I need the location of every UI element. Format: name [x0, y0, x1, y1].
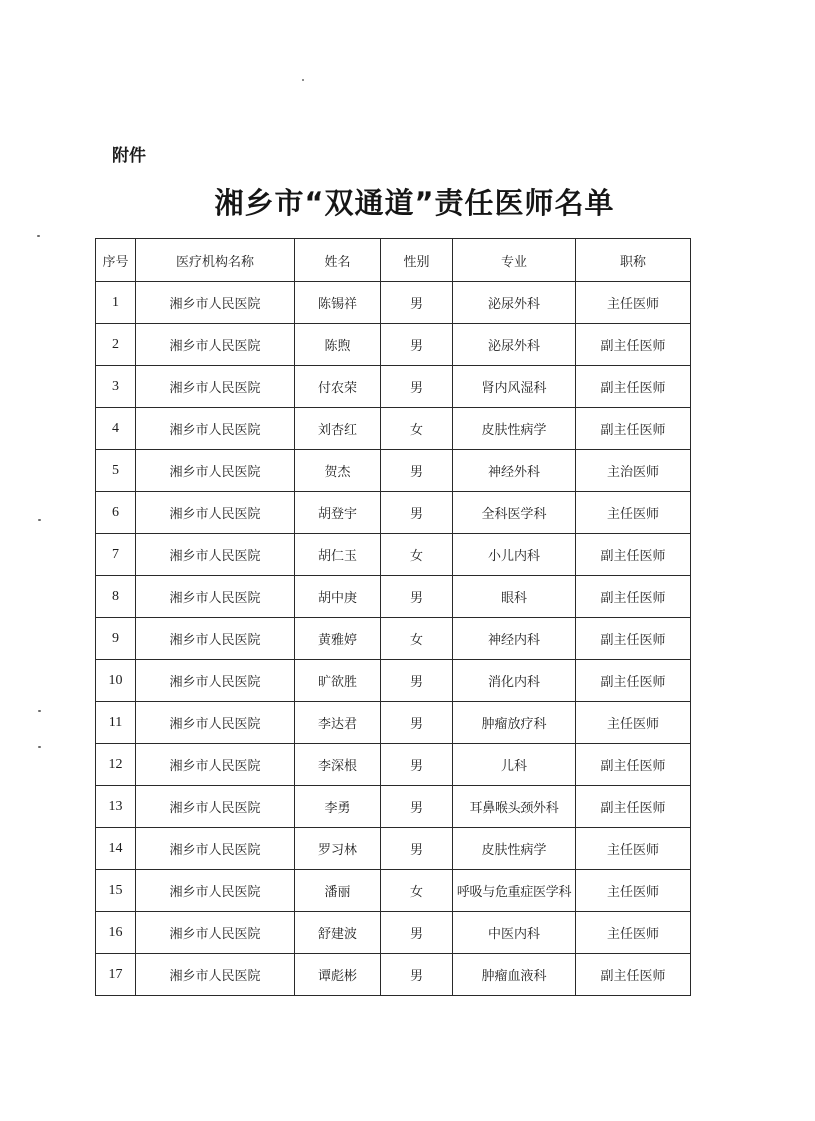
cell-gender: 男 — [381, 702, 453, 744]
cell-gender: 男 — [381, 576, 453, 618]
scan-speck — [38, 710, 41, 712]
scan-speck — [38, 746, 41, 748]
table-row — [96, 492, 691, 534]
table-row — [96, 744, 691, 786]
cell-gender: 男 — [381, 492, 453, 534]
cell-professional-title: 主任医师 — [576, 492, 691, 534]
cell-professional-title: 副主任医师 — [576, 534, 691, 576]
cell-name: 李深根 — [295, 744, 381, 786]
cell-specialty: 肿瘤放疗科 — [453, 702, 576, 744]
table-row — [96, 408, 691, 450]
cell-serial-number: 14 — [96, 828, 136, 870]
cell-serial-number: 3 — [96, 366, 136, 408]
cell-specialty: 泌尿外科 — [453, 282, 576, 324]
cell-name: 胡登宇 — [295, 492, 381, 534]
cell-specialty: 肿瘤血液科 — [453, 954, 576, 996]
cell-gender: 男 — [381, 954, 453, 996]
header-specialty: 专业 — [453, 239, 576, 282]
cell-gender: 男 — [381, 282, 453, 324]
cell-name: 谭彪彬 — [295, 954, 381, 996]
cell-specialty: 儿科 — [453, 744, 576, 786]
scan-speck — [38, 519, 41, 521]
cell-name: 刘杏红 — [295, 408, 381, 450]
cell-professional-title: 副主任医师 — [576, 576, 691, 618]
cell-serial-number: 10 — [96, 660, 136, 702]
header-name: 姓名 — [295, 239, 381, 282]
cell-professional-title: 副主任医师 — [576, 366, 691, 408]
attachment-label: 附件 — [112, 146, 146, 166]
cell-specialty: 皮肤性病学 — [453, 408, 576, 450]
cell-institution-name: 湘乡市人民医院 — [136, 954, 295, 996]
cell-gender: 男 — [381, 324, 453, 366]
table-row — [96, 618, 691, 660]
cell-specialty: 肾内风湿科 — [453, 366, 576, 408]
cell-serial-number: 4 — [96, 408, 136, 450]
cell-specialty: 神经内科 — [453, 618, 576, 660]
cell-institution-name: 湘乡市人民医院 — [136, 702, 295, 744]
table-row — [96, 702, 691, 744]
cell-name: 黄雅婷 — [295, 618, 381, 660]
cell-serial-number: 13 — [96, 786, 136, 828]
cell-institution-name: 湘乡市人民医院 — [136, 282, 295, 324]
cell-name: 贺杰 — [295, 450, 381, 492]
cell-specialty: 神经外科 — [453, 450, 576, 492]
cell-professional-title: 副主任医师 — [576, 324, 691, 366]
table-row — [96, 912, 691, 954]
cell-name: 李勇 — [295, 786, 381, 828]
table-header-row — [96, 239, 691, 282]
cell-professional-title: 副主任医师 — [576, 954, 691, 996]
cell-serial-number: 2 — [96, 324, 136, 366]
cell-professional-title: 主任医师 — [576, 870, 691, 912]
cell-serial-number: 12 — [96, 744, 136, 786]
cell-gender: 男 — [381, 366, 453, 408]
cell-professional-title: 副主任医师 — [576, 408, 691, 450]
table-row — [96, 660, 691, 702]
cell-name: 潘丽 — [295, 870, 381, 912]
cell-name: 陈锡祥 — [295, 282, 381, 324]
cell-professional-title: 主任医师 — [576, 912, 691, 954]
cell-name: 罗习林 — [295, 828, 381, 870]
table-row — [96, 870, 691, 912]
table-row — [96, 324, 691, 366]
cell-specialty: 皮肤性病学 — [453, 828, 576, 870]
scan-speck — [302, 79, 304, 81]
table-row — [96, 576, 691, 618]
cell-professional-title: 主任医师 — [576, 282, 691, 324]
table-row — [96, 534, 691, 576]
cell-name: 陈煦 — [295, 324, 381, 366]
cell-serial-number: 9 — [96, 618, 136, 660]
cell-institution-name: 湘乡市人民医院 — [136, 786, 295, 828]
cell-specialty: 眼科 — [453, 576, 576, 618]
cell-institution-name: 湘乡市人民医院 — [136, 366, 295, 408]
cell-professional-title: 副主任医师 — [576, 618, 691, 660]
cell-specialty: 耳鼻喉头颈外科 — [453, 786, 576, 828]
cell-serial-number: 17 — [96, 954, 136, 996]
header-serial-number: 序号 — [96, 239, 136, 282]
cell-name: 胡中庚 — [295, 576, 381, 618]
cell-serial-number: 8 — [96, 576, 136, 618]
cell-name: 旷欲胜 — [295, 660, 381, 702]
cell-professional-title: 主治医师 — [576, 450, 691, 492]
cell-institution-name: 湘乡市人民医院 — [136, 534, 295, 576]
physician-roster-table — [95, 238, 691, 996]
cell-institution-name: 湘乡市人民医院 — [136, 576, 295, 618]
cell-serial-number: 1 — [96, 282, 136, 324]
table-row — [96, 450, 691, 492]
table-row — [96, 786, 691, 828]
cell-specialty: 小儿内科 — [453, 534, 576, 576]
cell-name: 胡仁玉 — [295, 534, 381, 576]
cell-gender: 女 — [381, 618, 453, 660]
header-institution-name: 医疗机构名称 — [136, 239, 295, 282]
cell-institution-name: 湘乡市人民医院 — [136, 618, 295, 660]
header-gender: 性别 — [381, 239, 453, 282]
cell-institution-name: 湘乡市人民医院 — [136, 912, 295, 954]
cell-serial-number: 7 — [96, 534, 136, 576]
cell-name: 付农荣 — [295, 366, 381, 408]
scan-speck — [37, 235, 40, 237]
document-title: 湘乡市“双通道”责任医师名单 — [214, 186, 615, 220]
cell-professional-title: 主任医师 — [576, 702, 691, 744]
table-body — [96, 282, 691, 996]
cell-gender: 男 — [381, 912, 453, 954]
cell-specialty: 泌尿外科 — [453, 324, 576, 366]
cell-gender: 女 — [381, 870, 453, 912]
cell-professional-title: 主任医师 — [576, 828, 691, 870]
cell-institution-name: 湘乡市人民医院 — [136, 744, 295, 786]
cell-professional-title: 副主任医师 — [576, 744, 691, 786]
cell-gender: 男 — [381, 828, 453, 870]
cell-specialty: 全科医学科 — [453, 492, 576, 534]
cell-professional-title: 副主任医师 — [576, 660, 691, 702]
cell-institution-name: 湘乡市人民医院 — [136, 828, 295, 870]
table-row — [96, 828, 691, 870]
cell-institution-name: 湘乡市人民医院 — [136, 324, 295, 366]
cell-serial-number: 6 — [96, 492, 136, 534]
cell-gender: 男 — [381, 786, 453, 828]
cell-specialty: 呼吸与危重症医学科 — [453, 870, 576, 912]
table-row — [96, 366, 691, 408]
cell-name: 舒建波 — [295, 912, 381, 954]
cell-serial-number: 5 — [96, 450, 136, 492]
cell-professional-title: 副主任医师 — [576, 786, 691, 828]
cell-gender: 男 — [381, 450, 453, 492]
cell-specialty: 消化内科 — [453, 660, 576, 702]
table-row — [96, 954, 691, 996]
cell-institution-name: 湘乡市人民医院 — [136, 660, 295, 702]
cell-serial-number: 15 — [96, 870, 136, 912]
table-row — [96, 282, 691, 324]
cell-institution-name: 湘乡市人民医院 — [136, 492, 295, 534]
cell-institution-name: 湘乡市人民医院 — [136, 408, 295, 450]
cell-gender: 女 — [381, 408, 453, 450]
cell-institution-name: 湘乡市人民医院 — [136, 870, 295, 912]
cell-gender: 女 — [381, 534, 453, 576]
header-professional-title: 职称 — [576, 239, 691, 282]
cell-serial-number: 16 — [96, 912, 136, 954]
cell-institution-name: 湘乡市人民医院 — [136, 450, 295, 492]
cell-name: 李达君 — [295, 702, 381, 744]
cell-specialty: 中医内科 — [453, 912, 576, 954]
cell-serial-number: 11 — [96, 702, 136, 744]
cell-gender: 男 — [381, 660, 453, 702]
cell-gender: 男 — [381, 744, 453, 786]
